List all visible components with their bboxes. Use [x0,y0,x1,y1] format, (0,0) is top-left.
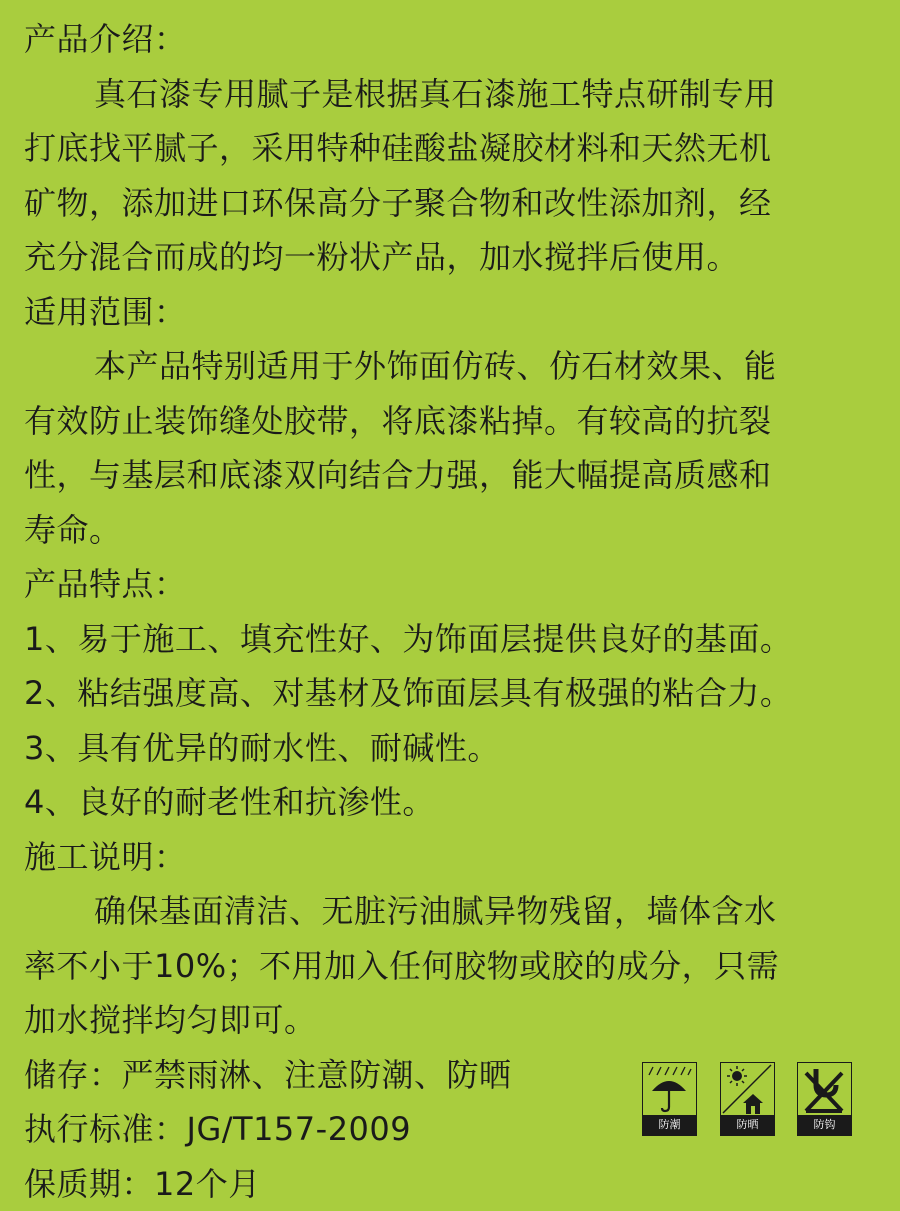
construction-heading: 施工说明： [24,830,874,885]
scope-heading: 适用范围： [24,285,874,340]
standard-text: 执行标准：JG/T157-2009 [24,1102,874,1157]
intro-line: 矿物，添加进口环保高分子聚合物和改性添加剂，经 [24,176,874,231]
sun-icon-label: 防晒 [721,1115,774,1135]
intro-line: 真石漆专用腻子是根据真石漆施工特点研制专用 [24,67,874,122]
scope-line: 本产品特别适用于外饰面仿砖、仿石材效果、能 [24,339,874,394]
sun-icon [720,1062,775,1136]
scope-line: 有效防止装饰缝处胶带，将底漆粘掉。有较高的抗裂 [24,394,874,449]
construction-line: 加水搅拌均匀即可。 [24,993,874,1048]
umbrella-icon [642,1062,697,1136]
no-hook-icon-label: 防钩 [798,1115,851,1135]
scope-line: 寿命。 [24,503,874,558]
scope-line: 性，与基层和底漆双向结合力强，能大幅提高质感和 [24,448,874,503]
feature-item: 4、良好的耐老性和抗渗性。 [24,775,874,830]
feature-item: 2、粘结强度高、对基材及饰面层具有极强的粘合力。 [24,666,874,721]
intro-line: 充分混合而成的均一粉状产品，加水搅拌后使用。 [24,230,874,285]
umbrella-icon-label: 防潮 [643,1115,696,1135]
feature-item: 3、具有优异的耐水性、耐碱性。 [24,721,874,776]
shelf-life-text: 保质期：12个月 [24,1157,874,1211]
intro-heading: 产品介绍： [24,12,874,67]
feature-item: 1、易于施工、填充性好、为饰面层提供良好的基面。 [24,612,874,667]
warning-icons [642,1062,852,1138]
construction-line: 率不小于10%；不用加入任何胶物或胶的成分，只需 [24,939,874,994]
intro-line: 打底找平腻子，采用特种硅酸盐凝胶材料和天然无机 [24,121,874,176]
construction-line: 确保基面清洁、无脏污油腻异物残留，墙体含水 [24,884,874,939]
no-hook-icon [797,1062,852,1136]
storage-text: 储存：严禁雨淋、注意防潮、防晒 [24,1048,874,1103]
features-heading: 产品特点： [24,557,874,612]
product-description [24,12,874,1211]
